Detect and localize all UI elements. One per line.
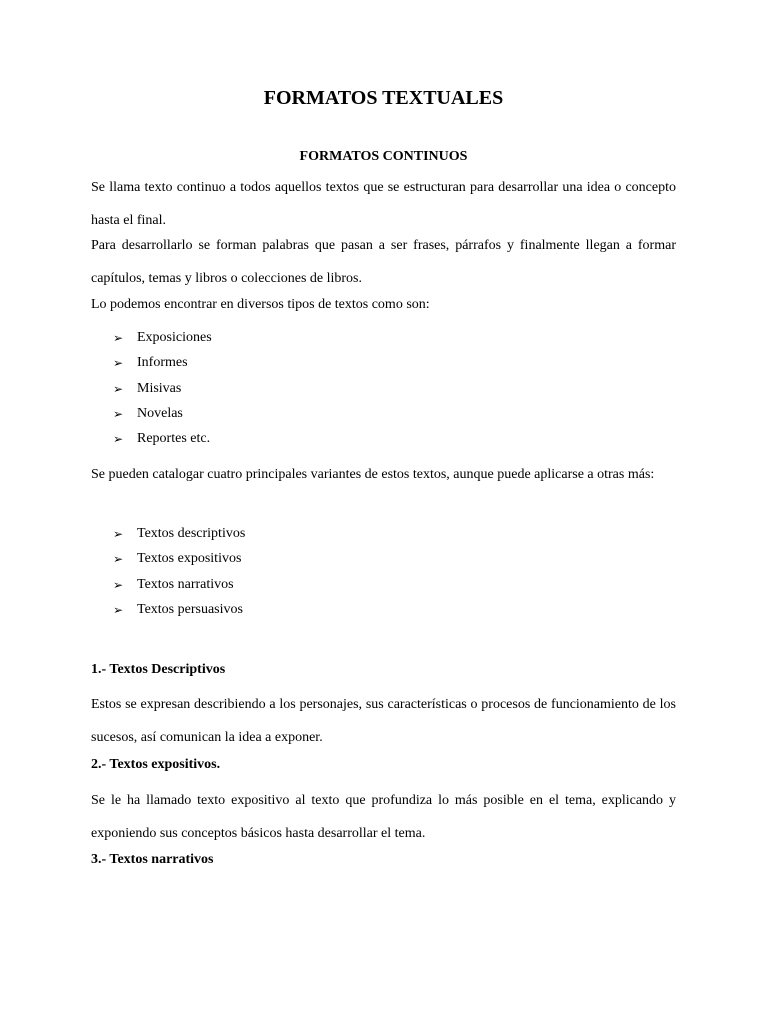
list-item: ➢ Textos persuasivos [113,601,243,617]
arrow-bullet-icon: ➢ [113,406,124,421]
list-item: ➢ Exposiciones [113,330,212,345]
variants-list [113,525,245,626]
paragraph-development: Para desarrollarlo se forman palabras que pasan a ser frases, párrafos y finalmente llegan a formar capítulos, temas y libros o colecciones de libros. [91,238,676,286]
section-subtitle: FORMATOS CONTINUOS [299,149,468,164]
section-heading-expository: 2.- Textos expositivos. [91,757,221,772]
document-title: FORMATOS TEXTUALES [263,87,504,109]
paragraph-definition: Se llama texto continuo a todos aquellos textos que se estructuran para desarrollar una idea o concepto hasta el final. [91,180,676,228]
paragraph-types-intro: Lo podemos encontrar en diversos tipos de textos como son: [91,297,430,312]
paragraph-variants-intro: Se pueden catalogar cuatro principales variantes de estos textos, aunque puede aplicarse a otras más: [91,467,655,482]
list-item: ➢ Textos narrativos [113,576,234,592]
arrow-bullet-icon: ➢ [113,331,124,345]
paragraph-expository: Se le ha llamado texto expositivo al texto que profundiza lo más posible en el tema, explicando y exponiendo sus conceptos básicos hasta desarrollar el tema. [91,793,676,841]
arrow-bullet-icon: ➢ [113,432,124,447]
list-item: ➢ Reportes etc. [113,431,211,447]
list-item: ➢ Novelas [113,405,183,421]
arrow-bullet-icon: ➢ [113,527,124,541]
list-item: ➢ Textos descriptivos [113,526,246,541]
text-types-list [113,329,212,455]
list-item: ➢ Textos expositivos [113,551,242,567]
arrow-bullet-icon: ➢ [113,577,124,592]
paragraph-descriptive: Estos se expresan describiendo a los personajes, sus características o procesos de funcionamiento de los sucesos, así comunican la idea a exponer. [91,697,676,745]
section-heading-narrative: 3.- Textos narrativos [91,852,214,867]
arrow-bullet-icon: ➢ [113,356,124,371]
list-item: ➢ Informes [113,355,188,371]
list-item: ➢ Misivas [113,380,182,396]
arrow-bullet-icon: ➢ [113,381,124,396]
arrow-bullet-icon: ➢ [113,552,124,567]
section-heading-descriptive: 1.- Textos Descriptivos [91,662,226,677]
arrow-bullet-icon: ➢ [113,602,124,617]
